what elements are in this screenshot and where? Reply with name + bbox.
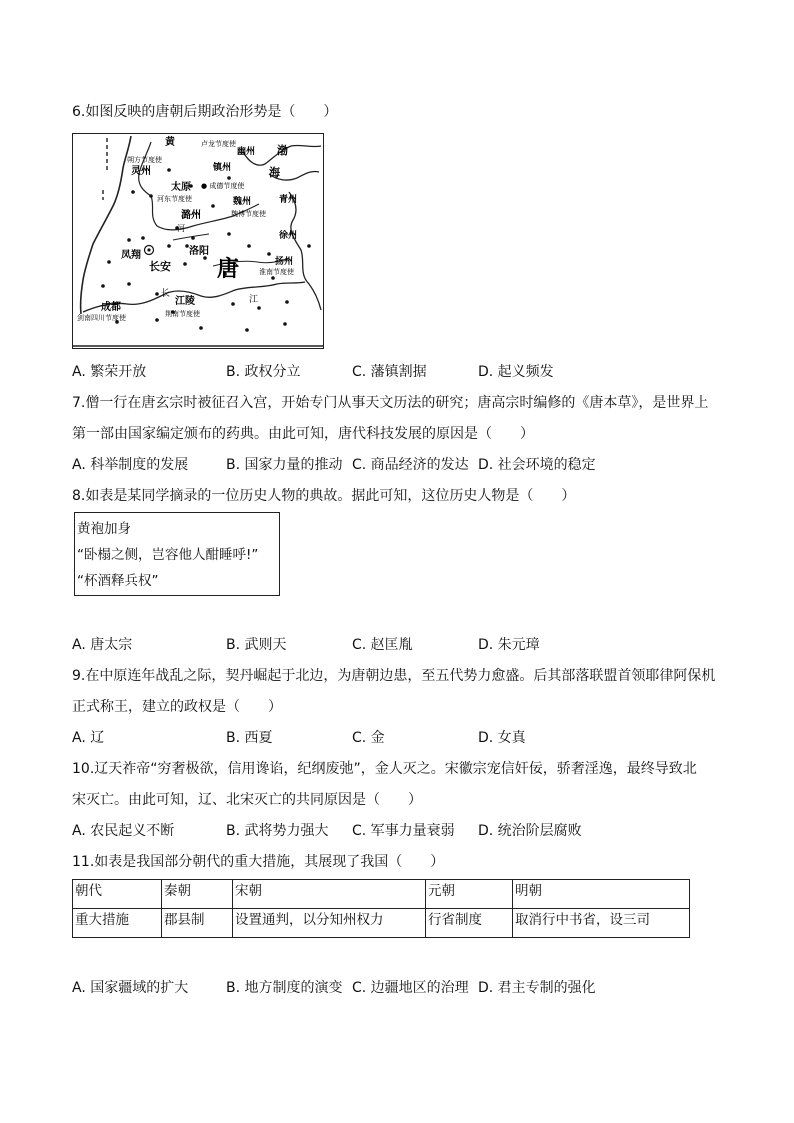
q10-option-d: D. 统治阶层腐败 [478,823,582,839]
q9-stem-line2: 正式称王，建立的政权是（ ） [72,699,282,715]
label-he: 河 [177,224,185,233]
label-jiang: 江 [249,295,259,305]
q8-quote-1: 黄袍加身 [77,521,131,537]
q8-option-b: B. 武则天 [226,637,287,653]
table-cell: 行省制度 [426,909,513,938]
q8-option-d: D. 朱元璋 [478,637,540,653]
q7-option-d: D. 社会环境的稳定 [478,457,596,473]
label-weizhou: 魏州 [233,197,252,207]
q10-stem-line2: 宋灭亡。由此可知，辽、北宋灭亡的共同原因是（ ） [72,792,422,808]
table-row [73,880,690,909]
table-cell: 明朝 [513,880,690,909]
q6-option-d: D. 起义频发 [478,364,554,380]
q11-option-c: C. 边疆地区的治理 [352,980,469,996]
label-hai: 海 [269,166,280,179]
q11-option-d: D. 君主专制的强化 [478,980,596,996]
label-weibo: 魏博节度使 [231,210,266,218]
label-bo: 渤 [277,144,288,157]
q7-option-c: C. 商品经济的发达 [352,457,469,473]
q6-option-b: B. 政权分立 [226,364,301,380]
q7-stem-line2: 第一部由国家编定颁布的药典。由此可知，唐代科技发展的原因是（ ） [72,426,534,442]
q10-option-c: C. 军事力量衰弱 [352,823,455,839]
q9-stem-line1: 9.在中原连年战乱之际，契丹崛起于北边，为唐朝边患，至五代势力愈盛。后其部落联盟首领耶律阿保机 [72,668,716,684]
label-tang: 唐 [217,257,240,282]
table-cell: 郡县制 [162,909,233,938]
q9-option-b: B. 西夏 [226,730,273,746]
table-cell: 重大措施 [73,909,162,938]
label-yangzhou: 扬州 [275,257,294,267]
q11-option-a: A. 国家疆域的扩大 [72,980,189,996]
label-chengdu: 成都 [101,302,121,313]
label-huang: 黄 [165,137,175,148]
table-cell: 取消行中书省，设三司 [513,909,690,938]
q8-stem: 8.如表是某同学摘录的一位历史人物的典故。据此可知，这位历史人物是（ ） [72,488,576,504]
q8-option-a: A. 唐太宗 [72,637,133,653]
q6-option-c: C. 藩镇割据 [352,364,427,380]
q8-quote-box [74,512,280,596]
label-chang: 长 [161,289,171,299]
q7-option-b: B. 国家力量的推动 [226,457,343,473]
table-cell: 秦朝 [162,880,233,909]
q9-option-d: D. 女真 [478,730,526,746]
label-changan: 长安 [149,260,171,273]
q10-stem-line1: 10.辽天祚帝“穷奢极欲，信用谗谄，纪纲废弛”，金人灭之。宋徽宗宠信奸佞，骄奢淫逸，最终导致北 [72,761,697,777]
label-lingzhou: 灵州 [131,166,151,177]
map-drawing [73,134,323,348]
label-shuofang: 朔方节度使 [127,156,162,164]
q11-option-b: B. 地方制度的演变 [226,980,343,996]
label-luoyang: 洛阳 [189,246,209,257]
label-jingnan: 荆南节度使 [165,310,200,318]
q8-quote-2: “卧榻之侧，岂容他人酣睡呼!” [77,547,259,563]
q10-option-a: A. 农民起义不断 [72,823,175,839]
label-huainan: 淮南节度使 [259,268,294,276]
table-cell: 朝代 [73,880,162,909]
table-cell: 元朝 [426,880,513,909]
q6-option-a: A. 繁荣开放 [72,364,147,380]
q8-option-c: C. 赵匡胤 [352,637,413,653]
label-youzhou: 幽州 [237,147,256,157]
label-zhenzhou: 镇州 [213,163,232,173]
q11-table [72,879,690,938]
tang-map [72,133,324,349]
label-lulong: 卢龙节度使 [201,140,236,148]
table-cell: 设置通判，以分知州权力 [233,909,426,938]
label-taiyuan: 太原 [171,182,191,193]
q11-stem: 11.如表是我国部分朝代的重大措施，其展现了我国（ ） [72,854,445,870]
label-jiannan: 剑南四川节度使 [77,314,126,322]
label-fengxiang: 凤翔 [121,250,141,261]
table-cell: 宋朝 [233,880,426,909]
q7-stem-line1: 7.僧一行在唐玄宗时被征召入宫，开始专门从事天文历法的研究；唐高宗时编修的《唐本草》，是世界上 [72,395,709,411]
q9-option-c: C. 金 [352,730,385,746]
q10-option-b: B. 武将势力强大 [226,823,329,839]
q6-stem: 6.如图反映的唐朝后期政治形势是（ ） [72,104,338,120]
label-chengde: ● 成德节度使 [201,182,245,190]
label-qingzhou: 青州 [279,195,298,205]
table-row [73,909,690,938]
label-hedong: 河东节度使 [157,195,192,203]
q7-option-a: A. 科举制度的发展 [72,457,189,473]
label-jiangling: 江陵 [175,296,195,307]
label-xuzhou: 徐州 [279,231,298,241]
q8-quote-3: “杯酒释兵权” [77,573,159,589]
label-luzhou: 潞州 [181,210,201,221]
q9-option-a: A. 辽 [72,730,105,746]
